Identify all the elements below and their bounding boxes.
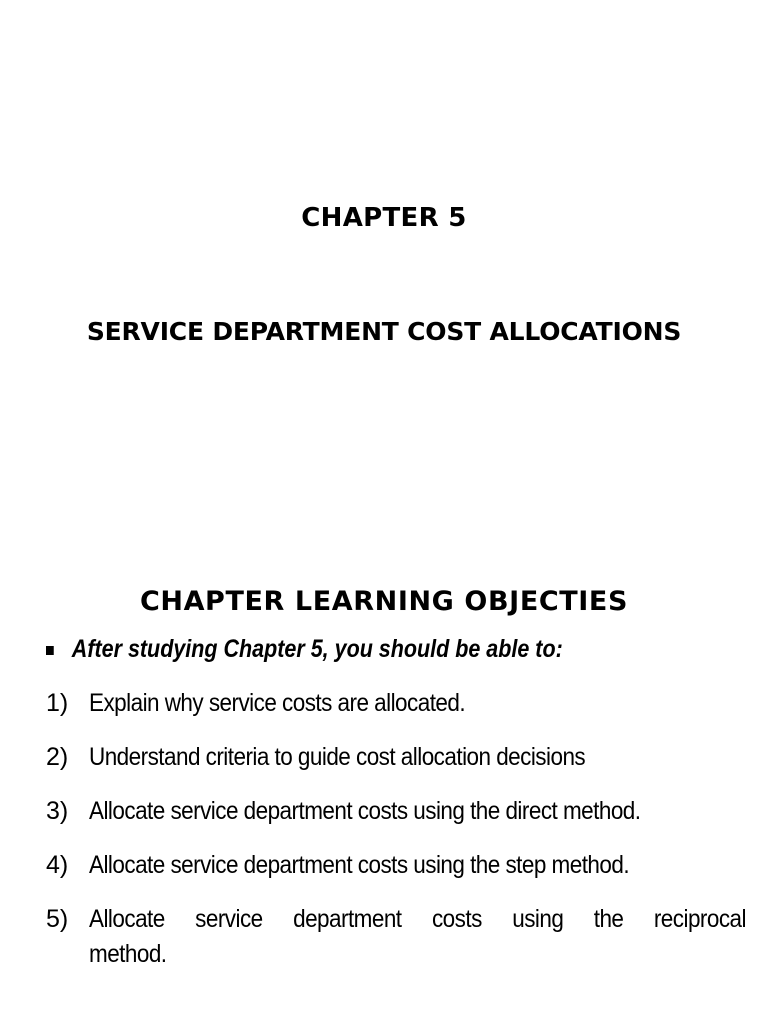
list-item-number: 4): [46, 851, 69, 879]
list-item-number: 2): [46, 743, 69, 771]
list-item-text: [89, 686, 507, 721]
list-item: [46, 740, 746, 775]
list-item: [46, 794, 746, 829]
list-item-label: Explain why service costs are allocated.: [89, 689, 466, 717]
square-bullet-icon: [46, 646, 54, 655]
list-item-label: Understand criteria to guide cost allocation decisions: [89, 743, 586, 771]
list-item: [46, 848, 746, 883]
list-item-text: Allocate service department costs using the reciprocal method.: [89, 905, 746, 968]
objectives-list: [46, 686, 746, 991]
list-item-number: 5): [46, 905, 69, 933]
chapter-subtitle: SERVICE DEPARTMENT COST ALLOCATIONS: [86, 317, 682, 346]
chapter-title: CHAPTER 5: [301, 203, 467, 233]
list-item-text: [89, 848, 689, 883]
objectives-heading: CHAPTER LEARNING OBJECTIES: [139, 586, 629, 617]
list-item-number: 1): [46, 689, 69, 717]
list-item: [46, 902, 746, 972]
list-item-number: 3): [46, 797, 69, 825]
list-item-label: Allocate service department costs using the step method.: [89, 851, 630, 879]
intro-text: After studying Chapter 5, you should be able to:: [71, 635, 563, 663]
list-item: [46, 686, 746, 721]
list-item-text: [89, 794, 702, 829]
list-item-label: Allocate service department costs using the direct method.: [89, 797, 641, 825]
objectives-intro: [46, 635, 648, 664]
list-item-text: [89, 740, 640, 775]
